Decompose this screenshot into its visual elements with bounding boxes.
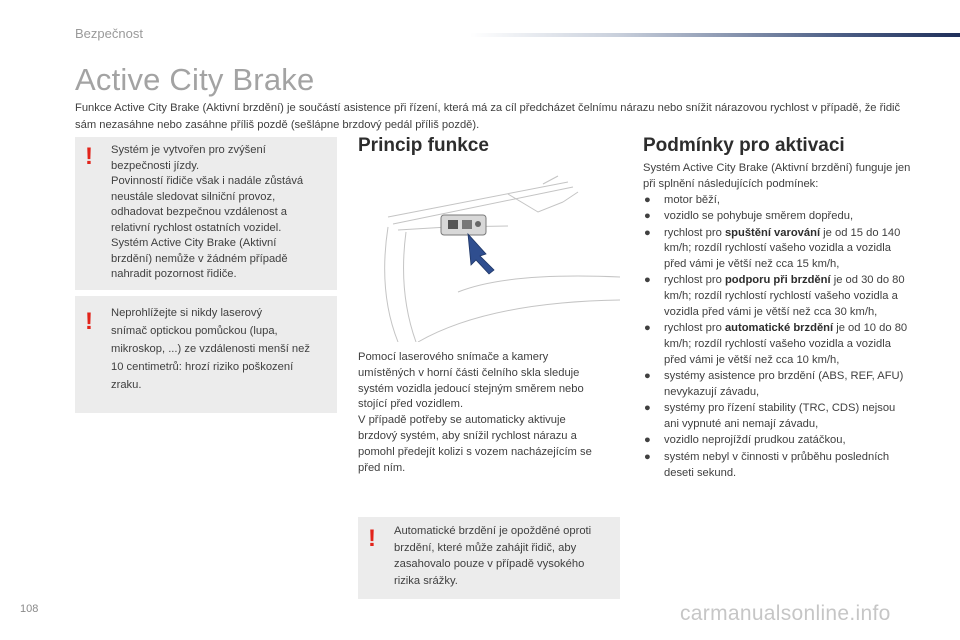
- warning-box-laser: [75, 296, 337, 413]
- page-title: Active City Brake: [75, 62, 315, 97]
- list-item: ● motor běží,: [643, 193, 913, 209]
- watermark: carmanualsonline.info: [680, 602, 891, 625]
- warning-box-safety: [75, 137, 337, 290]
- bullet-icon: ●: [644, 450, 651, 463]
- section-label: Bezpečnost: [75, 26, 143, 41]
- warning-text: Neprohlížejte si nikdy laserový snímač optickou pomůckou (lupa, mikroskop, ...) ze vzdálenosti menší než 10 centimetrů: hrozí riziko poškození zraku.: [111, 307, 310, 391]
- podminky-heading: Podmínky pro aktivaci: [643, 135, 845, 156]
- bullet-icon: ●: [644, 226, 651, 239]
- bullet-icon: ●: [644, 370, 651, 383]
- warning-icon: !: [85, 308, 93, 335]
- bullet-icon: ●: [644, 434, 651, 447]
- list-item: ● rychlost pro spuštění varování je od 15 do 140 km/h; rozdíl rychlostí vašeho vozidla a vozidla před vámi je větší než cca 15 km/h,: [644, 226, 901, 271]
- warning-box-automatic-braking: [358, 517, 620, 599]
- list-item: ● rychlost pro automatické brzdění je od 10 do 80 km/h; rozdíl rychlostí vašeho vozidla a vozidla před vámi je větší než cca 10 km/h,: [644, 322, 908, 366]
- header-gradient-bar: [470, 33, 960, 37]
- sensor-module-icon: [441, 215, 486, 235]
- princip-heading: Princip funkce: [358, 135, 489, 156]
- pointer-arrow-icon: [468, 234, 494, 274]
- bullet-icon: ●: [644, 194, 651, 206]
- warning-text: Automatické brzdění je opožděné oproti brzdění, které může zahájit řidič, aby zasahovalo pouze v případě vysokého rizika srážky.: [394, 525, 592, 587]
- list-item: ● systémy asistence pro brzdění (ABS, REF, AFU) nevykazují závadu,: [644, 370, 904, 399]
- princip-text: Pomocí laserového snímače a kamery umístěných v horní části čelního skla sleduje systém vozidla jedoucí stejným směrem nebo stojící před vozidlem. V případě potřeby se automaticky aktivuje brzdový systém, aby snížil rychlost nárazu a pomohl předejít kolizi s vozem nacházejícím se před ním.: [358, 351, 592, 474]
- podminky-intro: Systém Active City Brake (Aktivní brzdění) funguje jen při splnění následujících podmínek:: [643, 162, 911, 190]
- list-item: ● systémy pro řízení stability (TRC, CDS) nejsou ani vypnuté ani nemají závadu,: [644, 402, 896, 431]
- bullet-icon: ●: [644, 322, 651, 335]
- warning-icon: !: [368, 525, 376, 552]
- list-item: ● vozidlo se pohybuje směrem dopředu,: [643, 209, 913, 225]
- conditions-list: [643, 193, 913, 482]
- windshield-sensor-illustration: [358, 172, 620, 342]
- page-number: 108: [20, 603, 39, 615]
- warning-icon: !: [85, 143, 93, 170]
- warning-text: Systém je vytvořen pro zvýšení bezpečnosti jízdy. Povinností řidiče však i nadále zůstává neustále sledovat silniční provoz, odhadovat bezpečnou vzdálenost a relativní rychlost ostatních vozidel. Systém Active City Brake (Aktivní brzdění) nemůže v žádném případě nahradit pozornost řidiče.: [111, 144, 304, 280]
- intro-paragraph: Funkce Active City Brake (Aktivní brzdění) je součástí asistence při řízení, která má za cíl předcházet čelnímu nárazu nebo snížit nárazovou rychlost v případě, že řidič sám nezasáhne nebo zasáhne příliš pozdě (sešlápne brzdový pedál příliš pozdě).: [75, 102, 901, 131]
- bullet-icon: ●: [644, 274, 651, 287]
- bullet-icon: ●: [644, 402, 651, 415]
- list-item: ● rychlost pro podporu při brzdění je od 30 do 80 km/h; rozdíl rychlostí rychlostí vašeho vozidla a vozidla před vámi je větší než cca 30 km/h,: [644, 274, 905, 319]
- list-item: ● systém nebyl v činnosti v průběhu posledních deseti sekund.: [644, 450, 890, 479]
- bullet-icon: ●: [644, 210, 651, 223]
- list-item: ● vozidlo neprojíždí prudkou zatáčkou,: [643, 433, 913, 449]
